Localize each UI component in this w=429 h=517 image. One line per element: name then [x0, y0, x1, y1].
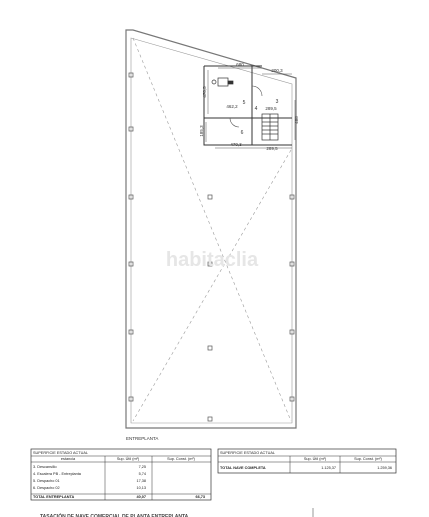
dim-185: 185,3: [199, 125, 204, 137]
watermark: habitaclia: [165, 249, 259, 271]
dim-470: 470,3: [230, 142, 242, 147]
dim-478: 478,5: [202, 86, 207, 98]
table-row-util: 17,38: [136, 479, 146, 483]
dimension-labels: [199, 62, 299, 151]
left-table-total-util: 40,07: [136, 495, 146, 499]
left-table-total-const: 66,73: [195, 495, 205, 499]
left-table-header: SUPERFICIE ESTADO ACTUAL: [33, 451, 88, 455]
staircase: [262, 114, 278, 140]
dim-680: 680: [236, 62, 244, 67]
left-table-total-name: TOTAL ENTREPLANTA: [33, 495, 75, 499]
dim-462: 462,2: [226, 104, 238, 109]
right-table-total-util: 1.125,37: [321, 466, 336, 470]
room-number-4: 4: [254, 106, 258, 112]
dimension-lines: [206, 68, 295, 148]
diagonal-guide-lines: [133, 38, 291, 421]
left-table-col-1: Sup. Útil (m²): [116, 457, 140, 461]
right-table-total-const: 1.259,36: [377, 466, 392, 470]
left-table-col-2: Sup. Const. (m²): [167, 457, 195, 461]
table-row-util: 10,13: [136, 486, 146, 490]
structural-columns: [129, 73, 294, 421]
office-block: [204, 66, 292, 145]
level-label: ENTREPLANTA: [126, 436, 159, 441]
table-row-util: 7,25: [138, 465, 146, 469]
dim-488: 488: [294, 116, 299, 124]
table-row-name: 4. Escalera PB - Entreplanta: [33, 472, 81, 476]
table-row-name: 6. Despacho 02: [33, 486, 60, 490]
table-row-name: 3. Descansillo: [33, 465, 57, 469]
left-area-table: [31, 449, 211, 500]
room-number-5: 5: [242, 100, 246, 106]
right-table-col-1: Sup. Útil (m²): [303, 457, 327, 461]
left-table-col-0: estancia: [60, 457, 76, 461]
table-row-util: 5,74: [138, 472, 146, 476]
room-number-6: 6: [240, 130, 244, 136]
desk-furniture: [212, 78, 233, 86]
footer-title: TASACIÓN DE NAVE COMERCIAL DE PLANTA ENTREPLANTA: [40, 514, 189, 517]
dim-289b: 289,5: [266, 146, 278, 151]
right-table-total-name: TOTAL NAVE COMPLETA: [220, 466, 266, 470]
building-outline: [126, 30, 296, 428]
right-area-table: [218, 449, 396, 473]
dim-200: 200,3: [271, 68, 283, 73]
dim-289a: 289,5: [265, 106, 277, 111]
table-row-name: 5. Despacho 01: [33, 479, 60, 483]
room-number-3: 3: [275, 99, 279, 105]
right-table-col-2: Sup. Const. (m²): [354, 457, 382, 461]
right-table-header: SUPERFICIE ESTADO ACTUAL: [220, 451, 275, 455]
